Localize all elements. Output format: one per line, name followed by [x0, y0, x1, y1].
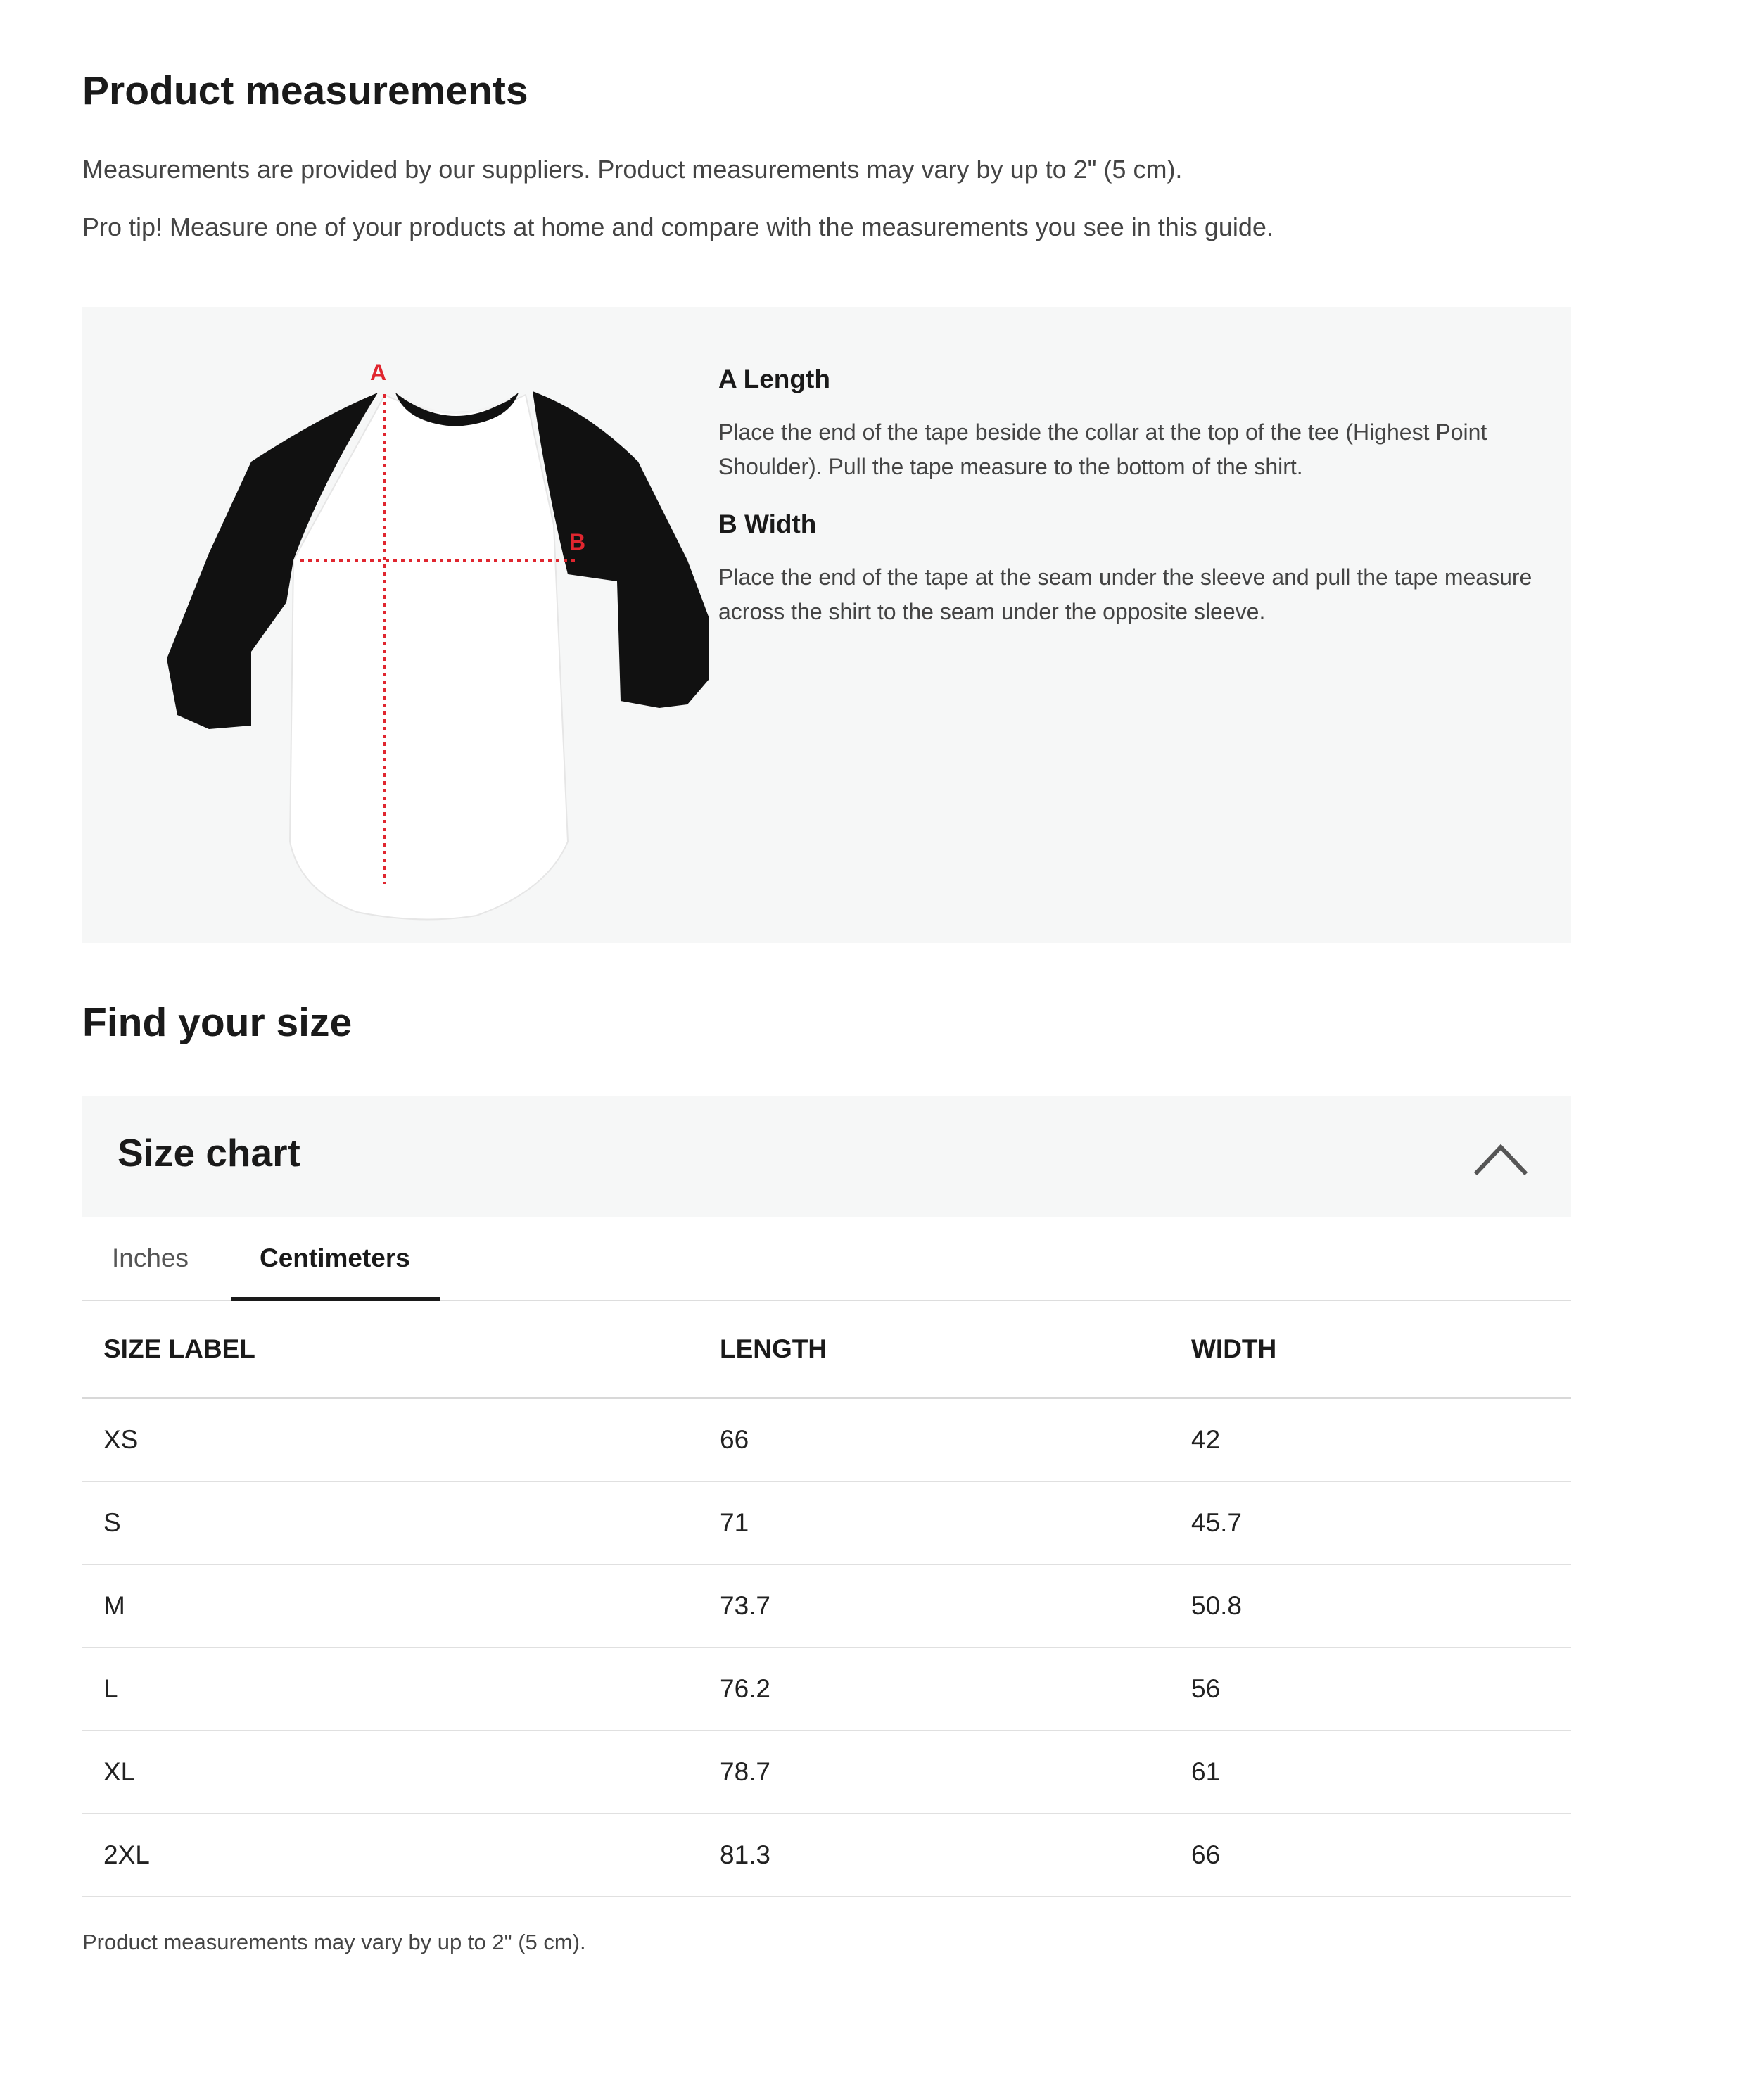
column-header-size: SIZE LABEL [82, 1301, 699, 1398]
marker-a-label: A [370, 360, 387, 385]
marker-b-label: B [569, 529, 586, 555]
width-cell: 42 [1170, 1398, 1571, 1482]
size-cell: 2XL [82, 1814, 699, 1897]
width-measure-title: B Width [718, 510, 817, 538]
size-chart-footnote: Product measurements may vary by up to 2" (5 cm). [82, 1930, 586, 1954]
table-header-row [82, 1301, 1571, 1398]
size-chart-title: Size chart [118, 1131, 300, 1175]
page-title: Product measurements [82, 68, 528, 113]
size-chart-accordion-header[interactable] [82, 1096, 1571, 1217]
size-cell: XL [82, 1731, 699, 1814]
width-cell: 61 [1170, 1731, 1571, 1814]
table-row [82, 1564, 1571, 1647]
unit-tabs [82, 1217, 1571, 1301]
table-row [82, 1481, 1571, 1564]
table-row [82, 1398, 1571, 1482]
pro-tip: Pro tip! Measure one of your products at home and compare with the measurements you see in this guide. [82, 213, 1274, 241]
size-cell: XS [82, 1398, 699, 1482]
table-row [82, 1814, 1571, 1897]
width-cell: 50.8 [1170, 1564, 1571, 1647]
measurement-descriptions [718, 365, 1535, 654]
width-cell: 56 [1170, 1647, 1571, 1731]
size-chart-table [82, 1301, 1571, 1897]
width-cell: 66 [1170, 1814, 1571, 1897]
table-row [82, 1647, 1571, 1731]
size-cell: S [82, 1481, 699, 1564]
length-cell: 66 [699, 1398, 1170, 1482]
raglan-shirt-diagram [125, 349, 758, 926]
length-measure-title: A Length [718, 365, 830, 393]
length-cell: 73.7 [699, 1564, 1170, 1647]
length-cell: 78.7 [699, 1731, 1170, 1814]
length-cell: 81.3 [699, 1814, 1170, 1897]
length-cell: 76.2 [699, 1647, 1170, 1731]
width-cell: 45.7 [1170, 1481, 1571, 1564]
find-your-size-heading: Find your size [82, 1000, 353, 1045]
size-cell: M [82, 1564, 699, 1647]
tab-inches[interactable]: Inches [112, 1244, 189, 1272]
column-header-length: LENGTH [699, 1301, 1170, 1398]
measurement-guide-panel [82, 307, 1571, 943]
measurement-disclaimer: Measurements are provided by our suppliers. Product measurements may vary by up to 2" (5 cm). [82, 155, 1183, 184]
tab-centimeters[interactable]: Centimeters [260, 1244, 410, 1272]
length-measure-text: Place the end of the tape beside the collar at the top of the tee (Highest Point Shoulder). Pull the tape measure to the bottom of the shirt. [718, 419, 1487, 479]
length-cell: 71 [699, 1481, 1170, 1564]
column-header-width: WIDTH [1170, 1301, 1571, 1398]
chevron-up-icon[interactable] [1473, 1137, 1529, 1179]
table-row [82, 1731, 1571, 1814]
width-measure-text: Place the end of the tape at the seam under the sleeve and pull the tape measure across the shirt to the seam under the opposite sleeve. [718, 564, 1532, 624]
size-cell: L [82, 1647, 699, 1731]
active-tab-indicator [231, 1297, 440, 1301]
